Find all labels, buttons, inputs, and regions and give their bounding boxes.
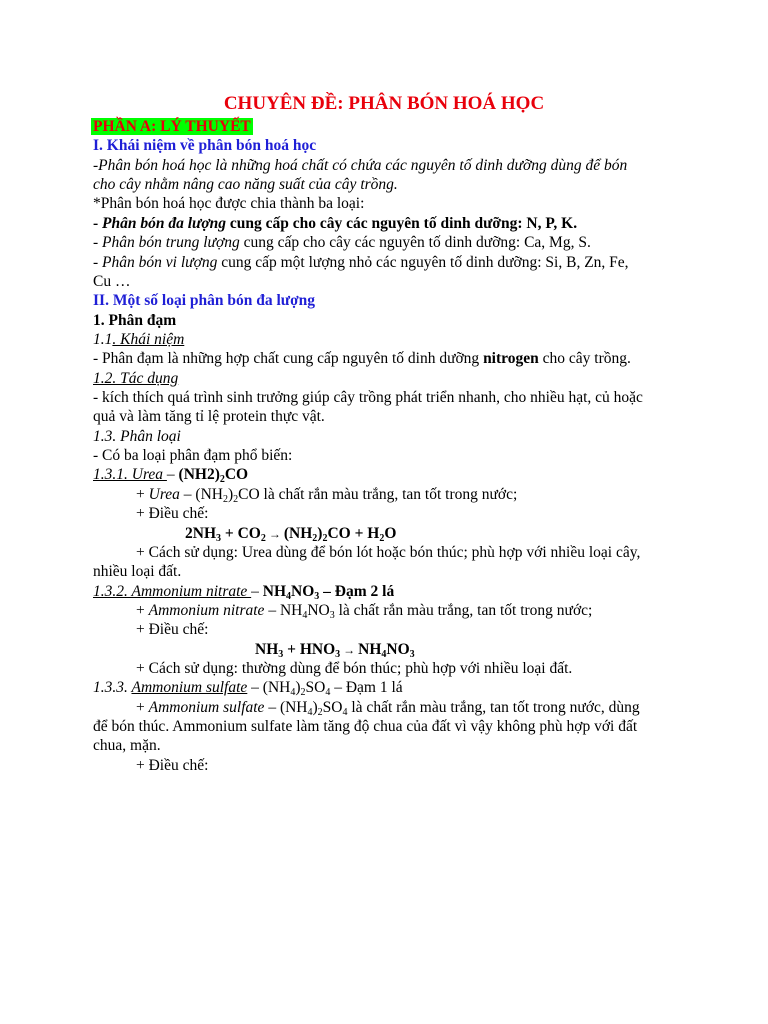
formula-sub: 2 — [219, 474, 225, 485]
text: SO — [322, 699, 343, 716]
title: 1.3.1. Urea — [93, 466, 167, 483]
eq-part: + HNO — [283, 641, 336, 658]
eq-sub: 2 — [260, 533, 266, 544]
ammonium-nitrate-prep-label: + Điều chế: — [136, 621, 209, 638]
page-title: CHUYÊN ĐỀ: PHÂN BÓN HOÁ HỌC — [223, 93, 545, 114]
eq-sub: 3 — [409, 649, 415, 660]
formula: CO — [224, 466, 249, 483]
arrow: → — [265, 527, 284, 541]
equation-urea — [185, 524, 396, 544]
equation-ammonium-nitrate — [255, 640, 415, 660]
ammonium-sulfate-property — [136, 698, 640, 717]
formula-sub: 2 — [300, 687, 306, 698]
bullet: + — [136, 486, 149, 503]
ammonium-nitrate-heading — [93, 582, 394, 601]
urea-usage: + Cách sử dụng: Urea dùng để bón lót hoặc bón thúc; phù hợp với nhiều loại cây, — [136, 544, 641, 561]
formula: NO — [291, 583, 315, 600]
paragraph-line: để bón thúc. Ammonium sulfate làm tăng độ chua của đất vì vậy không phù hợp với đất — [93, 718, 638, 735]
formula: NH — [262, 583, 287, 600]
text: là chất rắn màu trắng, tan tốt trong nước, dùng — [347, 699, 640, 716]
paragraph-line — [93, 349, 631, 368]
formula: – Đạm 2 lá — [319, 583, 395, 600]
fertilizer-type-macro — [93, 214, 577, 233]
formula-sub: 4 — [307, 707, 313, 718]
formula-sub: 4 — [342, 707, 348, 718]
title: Ammonium sulfate — [131, 679, 248, 696]
eq-part: NO — [386, 641, 410, 658]
part-a-heading — [93, 117, 253, 136]
type-name: Phân bón vi lượng — [102, 254, 218, 271]
eq-part: ) — [317, 525, 323, 542]
type-name: Phân bón đa lượng — [102, 215, 227, 232]
bullet: + — [136, 602, 149, 619]
fertilizer-type-secondary — [93, 233, 591, 252]
ammonium-sulfate-heading — [93, 678, 403, 697]
eq-sub: 3 — [216, 533, 221, 544]
urea-heading — [93, 465, 248, 484]
part-a-label: PHẦN A: LÝ THUYẾT — [93, 118, 251, 135]
eq-part: NH — [358, 641, 382, 658]
dash: – — [166, 466, 179, 483]
urea-prep-label: + Điều chế: — [136, 505, 209, 522]
eq-part: CO + H — [327, 525, 380, 542]
eq-sub: 2 — [312, 533, 318, 544]
section-1-heading: I. Khái niệm về phân bón hoá học — [93, 137, 317, 154]
paragraph-line: Cu … — [93, 273, 131, 290]
type-desc: cung cấp một lượng nhỏ các nguyên tố dinh dưỡng: Si, B, Zn, Fe, — [217, 254, 629, 271]
formula-sub: 2 — [317, 707, 323, 718]
eq-part: 2NH — [185, 525, 216, 542]
text: - Phân đạm là những hợp chất cung cấp nguyên tố dinh dưỡng — [93, 350, 484, 367]
type-name: Phân bón trung lượng — [102, 234, 240, 251]
paragraph-line: nhiều loại đất. — [93, 563, 182, 580]
number: 1.1 — [93, 331, 113, 348]
paragraph-line: cho cây nhằm nâng cao năng suất của cây trồng. — [93, 176, 398, 193]
text: cho cây trồng. — [538, 350, 631, 367]
text: ) — [227, 486, 234, 503]
eq-sub: 3 — [278, 649, 284, 660]
text: ) — [295, 679, 301, 696]
paragraph-line: quả và làm tăng tỉ lệ protein thực vật. — [93, 408, 325, 425]
formula-sub: 4 — [325, 687, 331, 698]
dash: - — [93, 215, 103, 232]
text: – (NH — [247, 679, 291, 696]
formula-sub: 4 — [286, 591, 292, 602]
paragraph-line: -Phân bón hoá học là những hoá chất có chứa các nguyên tố dinh dưỡng dùng để bón — [93, 157, 628, 174]
name: Ammonium sulfate — [148, 699, 265, 716]
text: ) — [312, 699, 318, 716]
formula: (NH2) — [178, 466, 220, 483]
bullet: + — [136, 699, 149, 716]
formula-sub: 3 — [329, 610, 335, 621]
paragraph-line: chua, mặn. — [93, 737, 161, 754]
eq-part: + CO — [221, 525, 261, 542]
subsection-1-3: 1.3. Phân loại — [93, 428, 181, 445]
section-2-heading: II. Một số loại phân bón đa lượng — [93, 292, 316, 309]
keyword: nitrogen — [483, 350, 539, 367]
formula-sub: 2 — [233, 494, 239, 505]
ammonium-nitrate-property — [136, 601, 592, 620]
subsection-1-1 — [93, 330, 184, 349]
text: – NH — [264, 602, 303, 619]
formula-sub: 3 — [314, 591, 320, 602]
dash: - — [93, 234, 103, 251]
text: CO là chất rắn màu trắng, tan tốt trong nước; — [238, 486, 518, 503]
formula-sub: 4 — [302, 610, 308, 621]
ammonium-nitrate-usage: + Cách sử dụng: thường dùng để bón thúc; phù hợp với nhiều loại đất. — [136, 660, 573, 677]
title: . Khái niệm — [112, 331, 185, 348]
text: là chất rắn màu trắng, tan tốt trong nước; — [334, 602, 593, 619]
text: SO — [305, 679, 326, 696]
urea-property — [136, 485, 517, 504]
formula-sub: 2 — [222, 494, 228, 505]
type-desc: cung cấp cho cây các nguyên tố dinh dưỡng: Ca, Mg, S. — [239, 234, 591, 251]
eq-sub: 4 — [381, 649, 387, 660]
title: 1.3.2. Ammonium nitrate — [93, 583, 252, 600]
type-desc: cung cấp cho cây các nguyên tố dinh dưỡng: N, P, K. — [226, 215, 578, 232]
name: Ammonium nitrate — [148, 602, 265, 619]
text: NO — [307, 602, 330, 619]
fertilizer-type-micro — [93, 253, 629, 272]
arrow: → — [340, 643, 359, 657]
eq-sub: 2 — [322, 533, 328, 544]
text: – Đạm 1 lá — [330, 679, 403, 696]
text: – (NH — [264, 699, 308, 716]
paragraph-line: *Phân bón hoá học được chia thành ba loại: — [93, 195, 365, 212]
ammonium-sulfate-prep-label: + Điều chế: — [136, 757, 209, 774]
text: – (NH — [179, 486, 223, 503]
number: 1.3.3. — [93, 679, 132, 696]
eq-part: O — [384, 525, 397, 542]
eq-part: (NH — [283, 525, 313, 542]
dash: - — [93, 254, 103, 271]
paragraph-line: - Có ba loại phân đạm phổ biến: — [93, 447, 293, 464]
paragraph-line: - kích thích quá trình sinh trưởng giúp cây trồng phát triển nhanh, cho nhiều hạt, củ hoặc — [93, 389, 643, 406]
eq-part: NH — [255, 641, 279, 658]
eq-sub: 3 — [335, 649, 341, 660]
subsection-heading: 1. Phân đạm — [93, 312, 177, 329]
dash: – — [251, 583, 263, 600]
subsection-1-2: 1.2. Tác dụng — [93, 370, 179, 387]
formula-sub: 4 — [290, 687, 296, 698]
eq-sub: 2 — [379, 533, 385, 544]
name: Urea — [148, 486, 180, 503]
